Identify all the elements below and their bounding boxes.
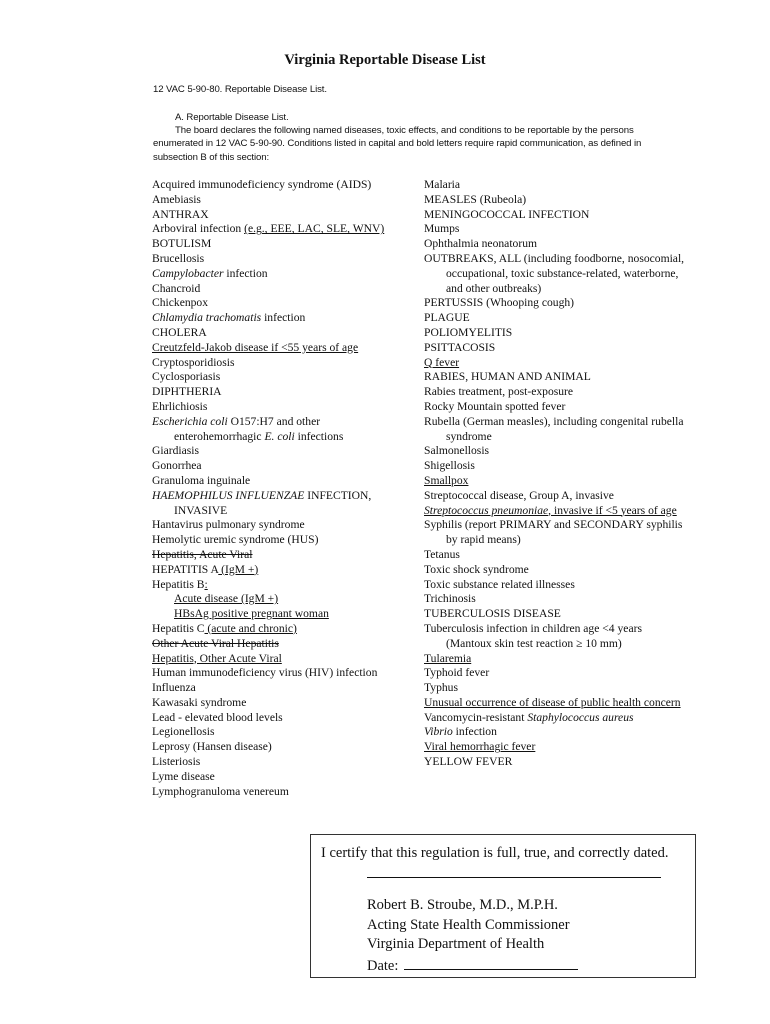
list-item: Typhus	[424, 681, 458, 695]
intro-heading: A. Reportable Disease List.	[175, 112, 289, 123]
list-item-continuation: by rapid means)	[446, 533, 521, 547]
list-item: Mumps	[424, 222, 460, 236]
item-text: Hepatitis B	[152, 577, 205, 591]
list-item: Rabies treatment, post-exposure	[424, 385, 574, 399]
item-text: infections	[294, 429, 344, 443]
list-item: Cyclosporiasis	[152, 370, 221, 384]
list-item: Legionellosis	[152, 725, 215, 739]
list-item	[152, 622, 417, 637]
list-item: Giardiasis	[152, 444, 200, 458]
list-item: Kawasaki syndrome	[152, 695, 247, 709]
list-item: Ehrlichiosis	[152, 399, 208, 413]
list-item-inserted: Viral hemorrhagic fever	[424, 740, 536, 754]
list-item: Malaria	[424, 178, 461, 191]
intro-paragraph	[153, 111, 693, 164]
list-item: YELLOW FEVER	[424, 755, 513, 769]
intro-line	[153, 111, 693, 124]
list-item: Granuloma inguinale	[152, 473, 251, 487]
date-blank-line	[404, 955, 578, 970]
list-item: Streptococcal disease, Group A, invasive	[424, 488, 614, 502]
list-item: CHOLERA	[152, 325, 207, 339]
list-item-continuation: and other outbreaks)	[446, 281, 542, 295]
list-item	[152, 311, 417, 326]
intro-line	[153, 124, 693, 137]
inserted-text: (acute and chronic)	[204, 621, 297, 635]
list-item	[152, 222, 417, 237]
organism-name: E. coli	[264, 429, 295, 443]
list-item-inserted: Tularemia	[424, 651, 472, 665]
list-item: POLIOMYELITIS	[424, 325, 513, 339]
list-item: Acquired immunodeficiency syndrome (AIDS)	[152, 178, 372, 191]
list-item: Leprosy (Hansen disease)	[152, 740, 272, 754]
organism-name: Streptococcus pneumoniae	[424, 503, 549, 517]
item-text: HEPATITIS A	[152, 562, 219, 576]
signature-line	[367, 877, 661, 878]
list-item	[152, 563, 417, 578]
list-item: Hantavirus pulmonary syndrome	[152, 518, 305, 532]
list-item: Listeriosis	[152, 755, 201, 769]
intro-line: subsection B of this section:	[153, 151, 270, 163]
list-item: TUBERCULOSIS DISEASE	[424, 607, 561, 621]
list-item-continuation: (Mantoux skin test reaction ≥ 10 mm)	[446, 636, 622, 650]
list-item: Lymphogranuloma venereum	[152, 784, 289, 798]
list-item: BOTULISM	[152, 237, 212, 251]
signatory-name: Robert B. Stroube, M.D., M.P.H.	[367, 897, 558, 913]
list-item: Shigellosis	[424, 459, 475, 473]
list-item: Ophthalmia neonatorum	[424, 237, 538, 251]
certification-statement: I certify that this regulation is full, true, and correctly dated.	[321, 845, 669, 861]
list-item: Chickenpox	[152, 296, 209, 310]
list-item	[152, 578, 417, 593]
list-item: Influenza	[152, 681, 196, 695]
organism-name: Campylobacter	[152, 266, 224, 280]
regulation-citation: 12 VAC 5-90-80. Reportable Disease List.	[153, 84, 327, 95]
list-item: Tetanus	[424, 547, 460, 561]
list-item: Rubella (German measles), including congenital rubella	[424, 414, 684, 428]
list-item: Cryptosporidiosis	[152, 355, 235, 369]
list-item	[424, 725, 714, 740]
organism-name: Staphylococcus aureus	[527, 710, 634, 724]
item-text: Arboviral infection	[152, 222, 245, 236]
item-text: Vancomycin-resistant	[424, 710, 528, 724]
list-item-deleted: Hepatitis, Acute Viral	[152, 547, 253, 561]
item-text: , invasive if <5 years of age	[548, 503, 677, 517]
list-item: Hemolytic uremic syndrome (HUS)	[152, 533, 319, 547]
list-item: Toxic substance related illnesses	[424, 577, 575, 591]
certification-box	[310, 834, 696, 978]
list-item: Typhoid fever	[424, 666, 490, 680]
list-item: Rocky Mountain spotted fever	[424, 399, 566, 413]
signatory-agency: Virginia Department of Health	[367, 936, 545, 952]
list-item: Lead - elevated blood levels	[152, 710, 283, 724]
list-item: PSITTACOSIS	[424, 340, 496, 354]
list-item: Human immunodeficiency virus (HIV) infection	[152, 666, 378, 680]
inserted-text: (IgM +)	[218, 562, 259, 576]
list-item: Toxic shock syndrome	[424, 562, 529, 576]
organism-name: Vibrio	[424, 725, 453, 739]
list-item: Syphilis (report PRIMARY and SECONDARY syphilis	[424, 518, 683, 532]
list-item: PERTUSSIS (Whooping cough)	[424, 296, 575, 310]
organism-name: Chlamydia trachomatis	[152, 311, 262, 325]
list-item: MEASLES (Rubeola)	[424, 192, 527, 206]
list-item	[152, 415, 417, 430]
list-item: Gonorrhea	[152, 459, 202, 473]
list-item-continuation: INVASIVE	[174, 503, 228, 517]
date-label: Date:	[367, 957, 399, 974]
list-item: Lyme disease	[152, 769, 215, 783]
list-item-inserted: Hepatitis, Other Acute Viral	[152, 651, 282, 665]
item-text: O157:H7 and other	[227, 414, 321, 428]
list-item-inserted: Creutzfeld-Jakob disease if <55 years of age	[152, 340, 359, 354]
disease-list-right	[424, 178, 714, 770]
list-item: Tuberculosis infection in children age <4 years	[424, 621, 642, 635]
disease-list-left	[152, 178, 417, 799]
list-item-continuation: syndrome	[446, 429, 492, 443]
list-item: PLAGUE	[424, 311, 470, 325]
list-item-continuation	[152, 430, 417, 445]
list-item	[152, 489, 417, 504]
list-item: Trichinosis	[424, 592, 476, 606]
list-item: Amebiasis	[152, 192, 201, 206]
item-text: infection	[223, 266, 268, 280]
intro-text: The board declares the following named diseases, toxic effects, and conditions to be reportable by the persons	[175, 125, 634, 137]
list-item	[424, 711, 714, 726]
list-item-inserted: Q fever	[424, 355, 460, 369]
organism-name: HAEMOPHILUS INFLUENZAE	[152, 488, 305, 502]
list-item-continuation: occupational, toxic substance-related, waterborne,	[446, 266, 679, 280]
inserted-text: (e.g., EEE, LAC, SLE, WNV)	[244, 222, 385, 236]
list-item: OUTBREAKS, ALL (including foodborne, nosocomial,	[424, 251, 685, 265]
list-item: Salmonellosis	[424, 444, 490, 458]
list-item	[152, 267, 417, 282]
list-item: Chancroid	[152, 281, 201, 295]
list-item-inserted	[424, 504, 714, 519]
signatory-block	[367, 896, 578, 976]
list-item: Brucellosis	[152, 251, 205, 265]
list-subitem-inserted: Acute disease (IgM +)	[174, 592, 279, 606]
list-item: ANTHRAX	[152, 207, 209, 221]
list-item-deleted: Other Acute Viral Hepatitis	[152, 636, 279, 650]
list-item-inserted: Unusual occurrence of disease of public health concern	[424, 695, 681, 709]
list-subitem-inserted: HBsAg positive pregnant woman	[174, 607, 329, 621]
item-text: infection	[261, 311, 306, 325]
item-text: INFECTION,	[304, 488, 372, 502]
signatory-title: Acting State Health Commissioner	[367, 916, 570, 933]
item-text: enterohemorrhagic	[174, 429, 265, 443]
list-item: MENINGOCOCCAL INFECTION	[424, 207, 590, 221]
item-text: Hepatitis C	[152, 621, 205, 635]
item-text: infection	[452, 725, 497, 739]
organism-name: Escherichia coli	[152, 414, 228, 428]
inserted-text: :	[204, 577, 208, 591]
intro-line: enumerated in 12 VAC 5-90-90. Conditions listed in capital and bold letters require rapid communication, as defined in	[153, 138, 642, 150]
list-item: RABIES, HUMAN AND ANIMAL	[424, 370, 591, 384]
date-row	[367, 955, 578, 977]
page-title: Virginia Reportable Disease List	[284, 52, 486, 68]
list-item: DIPHTHERIA	[152, 385, 222, 399]
list-item-inserted: Smallpox	[424, 473, 469, 487]
